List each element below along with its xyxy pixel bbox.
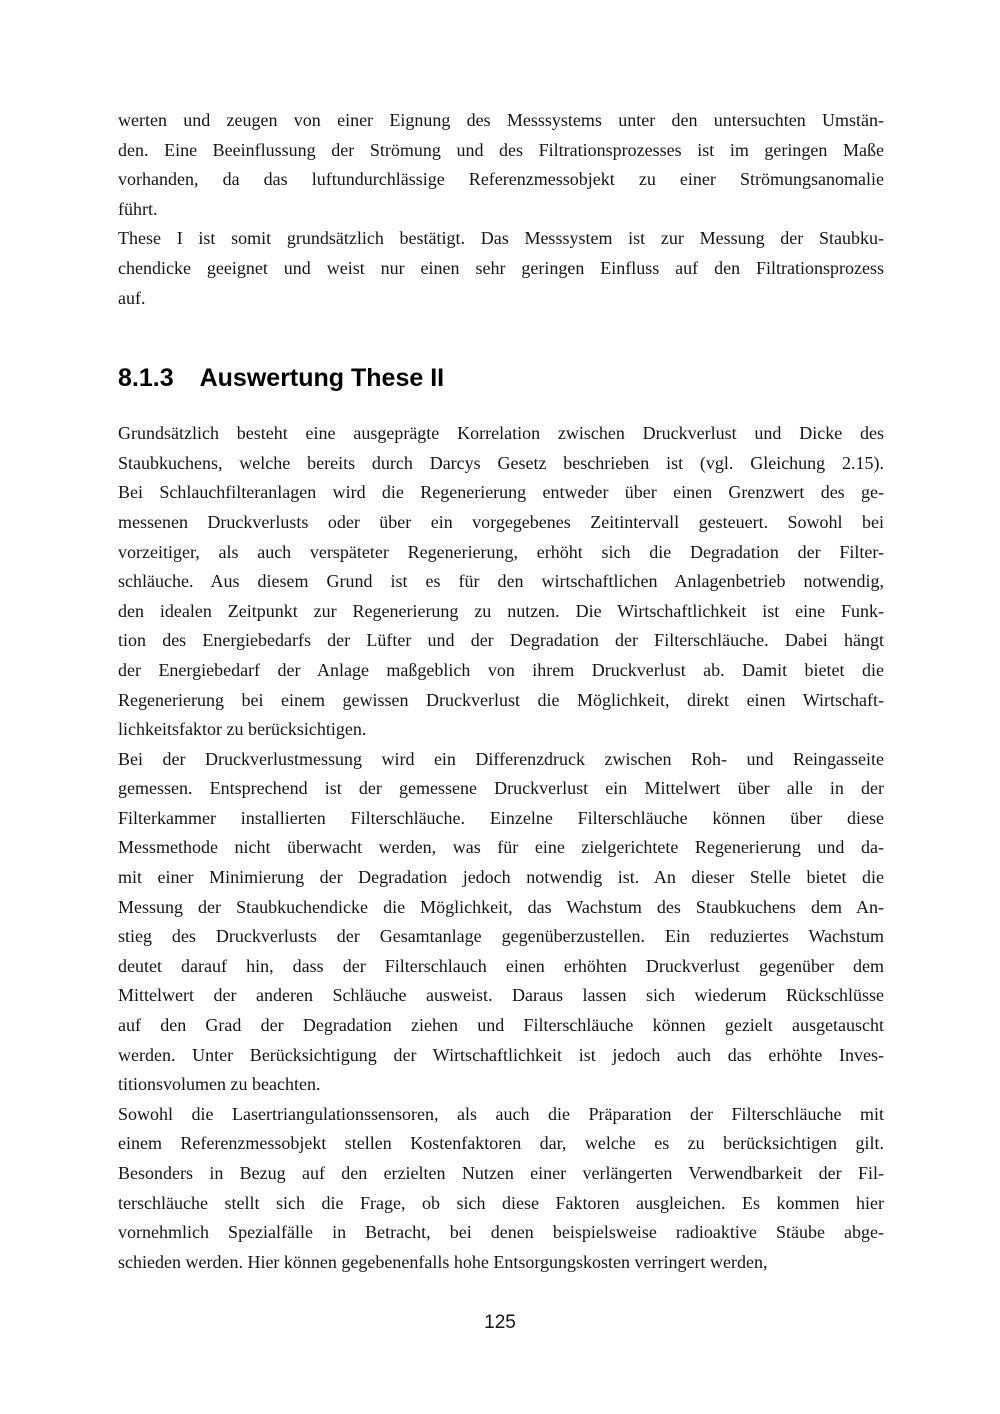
section-title: Auswertung These II	[199, 364, 445, 393]
text-line: führt.	[118, 198, 158, 219]
text-line: Sowohl die Lasertriangulationssensoren, als auch die Präparation der Filterschläuche mit	[118, 1103, 884, 1124]
text-line: vorhanden, da das luftundurchlässige Referenzmessobjekt zu einer Strömungsanomalie	[118, 169, 884, 190]
text-line: stieg des Druckverlusts der Gesamtanlage gegenüberzustellen. Ein reduziertes Wachstum	[118, 926, 884, 947]
text-line: Besonders in Bezug auf den erzielten Nutzen einer verlängerten Verwendbarkeit der Fil-	[118, 1163, 884, 1183]
text-line: lichkeitsfaktor zu berücksichtigen.	[118, 719, 367, 740]
text-line: auf.	[118, 287, 146, 308]
text-line: vornehmlich Spezialfälle in Betracht, bei denen beispielsweise radioaktive Stäube abge-	[118, 1222, 884, 1243]
text-line: Filterkammer installierten Filterschläuche. Einzelne Filterschläuche können über diese	[118, 807, 884, 828]
paragraphs-before-heading	[118, 106, 884, 313]
text-line: schieden werden. Hier können gegebenenfalls hohe Entsorgungskosten verringert werden,	[118, 1251, 768, 1272]
text-line: Grundsätzlich besteht eine ausgeprägte Korrelation zwischen Druckverlust und Dicke des	[118, 423, 884, 444]
text-line: werten und zeugen von einer Eignung des Messsystems unter den untersuchten Umstän-	[118, 110, 884, 130]
text-line: den idealen Zeitpunkt zur Regenerierung zu nutzen. Die Wirtschaftlichkeit ist eine Funk-	[118, 600, 884, 621]
text-line: Messmethode nicht überwacht werden, was für eine zielgerichtete Regenerierung und da-	[118, 837, 884, 858]
section-number: 8.1.3	[118, 364, 174, 393]
text-line: der Energiebedarf der Anlage maßgeblich von ihrem Druckverlust ab. Damit bietet die	[118, 659, 884, 680]
text-line: auf den Grad der Degradation ziehen und Filterschläuche können gezielt ausgetauscht	[118, 1015, 884, 1036]
paragraphs-after-heading	[118, 419, 884, 1277]
section-heading	[118, 363, 884, 393]
page-number: 125	[484, 1312, 516, 1333]
text-block	[118, 106, 884, 1277]
text-line: deutet darauf hin, dass der Filterschlauch einen erhöhten Druckverlust gegenüber dem	[118, 955, 884, 976]
text-line: schläuche. Aus diesem Grund ist es für den wirtschaftlichen Anlagenbetrieb notwendig,	[118, 571, 884, 592]
text-line: Staubkuchens, welche bereits durch Darcys Gesetz beschrieben ist (vgl. Gleichung 2.15).	[118, 452, 884, 473]
text-line: vorzeitiger, als auch verspäteter Regenerierung, erhöht sich die Degradation der Filter-	[118, 541, 884, 562]
text-line: Mittelwert der anderen Schläuche ausweist. Daraus lassen sich wiederum Rückschlüsse	[118, 985, 884, 1006]
text-line: chendicke geeignet und weist nur einen sehr geringen Einfluss auf den Filtrationsprozess	[118, 257, 884, 278]
text-line: Regenerierung bei einem gewissen Druckverlust die Möglichkeit, direkt einen Wirtschaft-	[118, 689, 884, 710]
text-line: These I ist somit grundsätzlich bestätigt. Das Messsystem ist zur Messung der Staubku-	[118, 228, 884, 249]
text-line: Messung der Staubkuchendicke die Möglichkeit, das Wachstum des Staubkuchens dem An-	[118, 896, 884, 917]
text-line: gemessen. Entsprechend ist der gemessene Druckverlust ein Mittelwert über alle in der	[118, 778, 884, 799]
text-line: werden. Unter Berücksichtigung der Wirtschaftlichkeit ist jedoch auch das erhöhte Inves-	[118, 1044, 884, 1065]
text-line: einem Referenzmessobjekt stellen Kostenfaktoren dar, welche es zu berücksichtigen gilt.	[118, 1133, 884, 1154]
text-line: tion des Energiebedarfs der Lüfter und der Degradation der Filterschläuche. Dabei hängt	[118, 630, 884, 651]
text-line: terschläuche stellt sich die Frage, ob sich diese Faktoren ausgleichen. Es kommen hier	[118, 1192, 884, 1213]
text-line: den. Eine Beeinflussung der Strömung und des Filtrationsprozesses ist im geringen Maße	[118, 139, 884, 160]
text-line: Bei Schlauchfilteranlagen wird die Regenerierung entweder über einen Grenzwert des ge-	[118, 482, 884, 503]
text-line: titionsvolumen zu beachten.	[118, 1074, 321, 1095]
text-line: messenen Druckverlusts oder über ein vorgegebenes Zeitintervall gesteuert. Sowohl bei	[118, 511, 884, 532]
text-line: mit einer Minimierung der Degradation jedoch notwendig ist. An dieser Stelle bietet die	[118, 867, 884, 888]
text-line: Bei der Druckverlustmessung wird ein Differenzdruck zwischen Roh- und Reingasseite	[118, 748, 884, 769]
